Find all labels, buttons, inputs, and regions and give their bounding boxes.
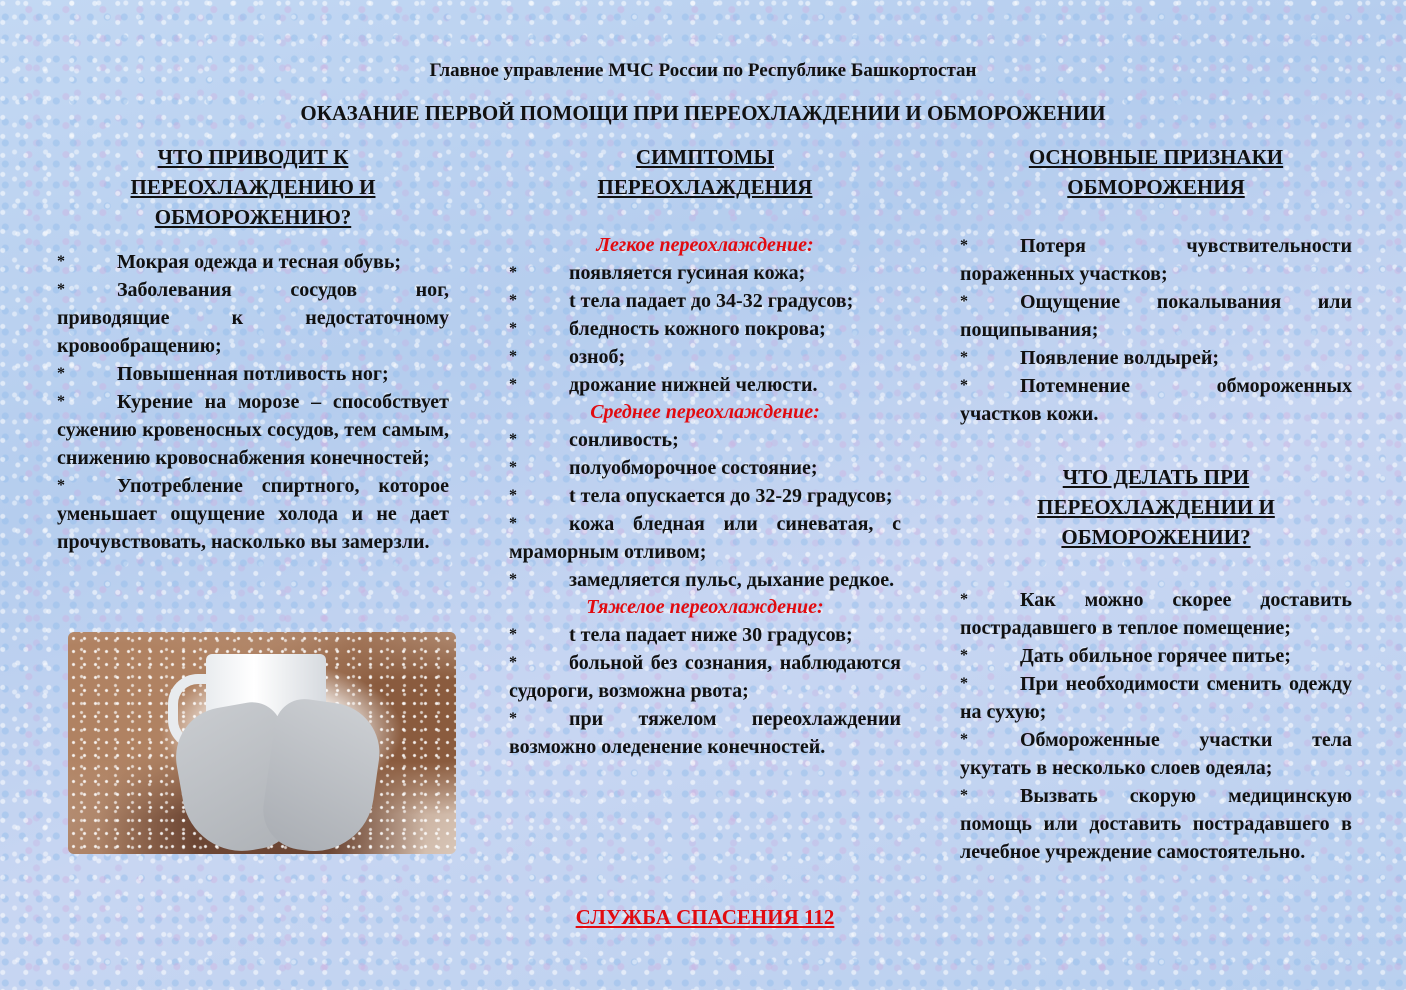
list-item [960,642,1352,670]
bullet-asterisk: * [509,654,517,671]
symptoms-heading: СИМПТОМЫ ПЕРЕОХЛАЖДЕНИЯ [597,145,813,199]
list-item-text: Потеря чувствительности пораженных участков; [960,235,1352,285]
list-item [509,566,901,594]
bullet-asterisk: * [509,431,517,448]
bullet-asterisk: * [509,459,517,476]
list-item [960,782,1352,866]
page-title: ОКАЗАНИЕ ПЕРВОЙ ПОМОЩИ ПРИ ПЕРЕОХЛАЖДЕНИИ И ОБМОРОЖЕНИИ [300,101,1106,125]
bullet-asterisk: * [57,477,65,494]
bullet-asterisk: * [509,710,517,727]
bullet-asterisk: * [509,626,517,643]
list-item [509,510,901,566]
list-item-text: Мокрая одежда и тесная обувь; [117,251,402,273]
bullet-asterisk: * [509,292,517,309]
list-item [509,343,901,371]
bullet-asterisk: * [509,487,517,504]
frostbite-column [960,142,1352,866]
list-item-text: Потемнение обмороженных участков кожи. [960,375,1352,425]
severe-hypothermia-title: Тяжелое переохлаждение: [586,596,824,618]
severe-symptoms-list [509,621,901,761]
bullet-asterisk: * [57,393,65,410]
bullet-asterisk: * [509,320,517,337]
list-item-text: Курение на морозе – способствует сужению кровеносных сосудов, тем самым, снижению кровоснабжения конечностей; [57,391,449,469]
bullet-asterisk: * [960,675,968,692]
list-item-text: Заболевания сосудов ног, приводящие к недостаточному кровообращению; [57,279,449,357]
bullet-asterisk: * [509,571,517,588]
list-item-text: кожа бледная или синеватая, с мраморным отливом; [509,513,901,563]
list-item [509,287,901,315]
list-item-text: Повышенная потливость ног; [117,363,389,385]
list-item-text: появляется гусиная кожа; [569,262,806,284]
list-item-text: t тела падает ниже 30 градусов; [569,624,853,646]
list-item-text: сонливость; [569,429,679,451]
list-item [509,482,901,510]
list-item [509,649,901,705]
list-item [509,426,901,454]
list-item-text: Обмороженные участки тела укутать в несколько слоев одеяла; [960,729,1352,779]
symptoms-column [509,142,901,761]
list-item [57,388,449,472]
list-item-text: полуобморочное состояние; [569,457,818,479]
list-item-text: t тела падает до 34-32 градусов; [569,290,854,312]
bullet-asterisk: * [960,787,968,804]
list-item [509,621,901,649]
bullet-asterisk: * [960,349,968,366]
bullet-asterisk: * [960,647,968,664]
list-item-text: Ощущение покалывания или пощипывания; [960,291,1352,341]
bullet-asterisk: * [57,365,65,382]
bullet-asterisk: * [960,237,968,254]
list-item-text: бледность кожного покрова; [569,318,826,340]
list-item [57,276,449,360]
list-item [509,454,901,482]
list-item-text: больной без сознания, наблюдаются судороги, возможна рвота; [509,652,901,702]
hands-with-cup-image [68,632,456,854]
mild-symptoms-list [509,259,901,399]
frostbite-signs-list [960,232,1352,428]
list-item [509,315,901,343]
list-item-text: Дать обильное горячее питье; [1020,645,1291,667]
bullet-asterisk: * [57,253,65,270]
bullet-asterisk: * [960,293,968,310]
bullet-asterisk: * [960,377,968,394]
bullet-asterisk: * [509,348,517,365]
bullet-asterisk: * [960,731,968,748]
list-item-text: при тяжелом переохлаждении возможно оледенение конечностей. [509,708,901,758]
list-item [57,472,449,556]
list-item [960,670,1352,726]
list-item-text: t тела опускается до 32-29 градусов; [569,485,893,507]
list-item [57,248,449,276]
list-item [960,232,1352,288]
header-organization: Главное управление МЧС России по Республике Башкортостан [429,60,977,81]
list-item-text: замедляется пульс, дыхание редкое. [569,569,895,591]
list-item-text: Вызвать скорую медицинскую помощь или доставить пострадавшего в лечебное учреждение самостоятельно. [960,785,1352,863]
bullet-asterisk: * [509,264,517,281]
list-item [960,372,1352,428]
bullet-asterisk: * [509,515,517,532]
list-item [960,586,1352,642]
actions-heading: ЧТО ДЕЛАТЬ ПРИ ПЕРЕОХЛАЖДЕНИИ И ОБМОРОЖЕНИИ? [1037,465,1275,549]
causes-column [57,142,449,556]
bullet-asterisk: * [960,591,968,608]
causes-list [57,248,449,556]
list-item-text: Появление волдырей; [1020,347,1220,369]
list-item [960,288,1352,344]
list-item [509,705,901,761]
frostbite-signs-heading: ОСНОВНЫЕ ПРИЗНАКИ ОБМОРОЖЕНИЯ [1028,145,1284,199]
list-item-text: озноб; [569,346,626,368]
list-item [509,259,901,287]
moderate-symptoms-list [509,426,901,594]
actions-list [960,586,1352,866]
mild-hypothermia-title: Легкое переохлаждение: [596,234,814,256]
list-item [960,726,1352,782]
moderate-hypothermia-title: Среднее переохлаждение: [590,401,820,423]
bullet-asterisk: * [509,376,517,393]
list-item-text: Употребление спиртного, которое уменьшает ощущение холода и не дает прочувствовать, насколько вы замерзли. [57,475,449,553]
bullet-asterisk: * [57,281,65,298]
list-item [960,344,1352,372]
list-item-text: При необходимости сменить одежду на сухую; [960,673,1352,723]
list-item-text: дрожание нижней челюсти. [569,374,818,396]
rescue-service-number[interactable]: СЛУЖБА СПАСЕНИЯ 112 [575,905,835,929]
list-item-text: Как можно скорее доставить пострадавшего в теплое помещение; [960,589,1352,639]
causes-heading: ЧТО ПРИВОДИТ К ПЕРЕОХЛАЖДЕНИЮ И ОБМОРОЖЕНИЮ? [130,145,376,229]
list-item [57,360,449,388]
list-item [509,371,901,399]
